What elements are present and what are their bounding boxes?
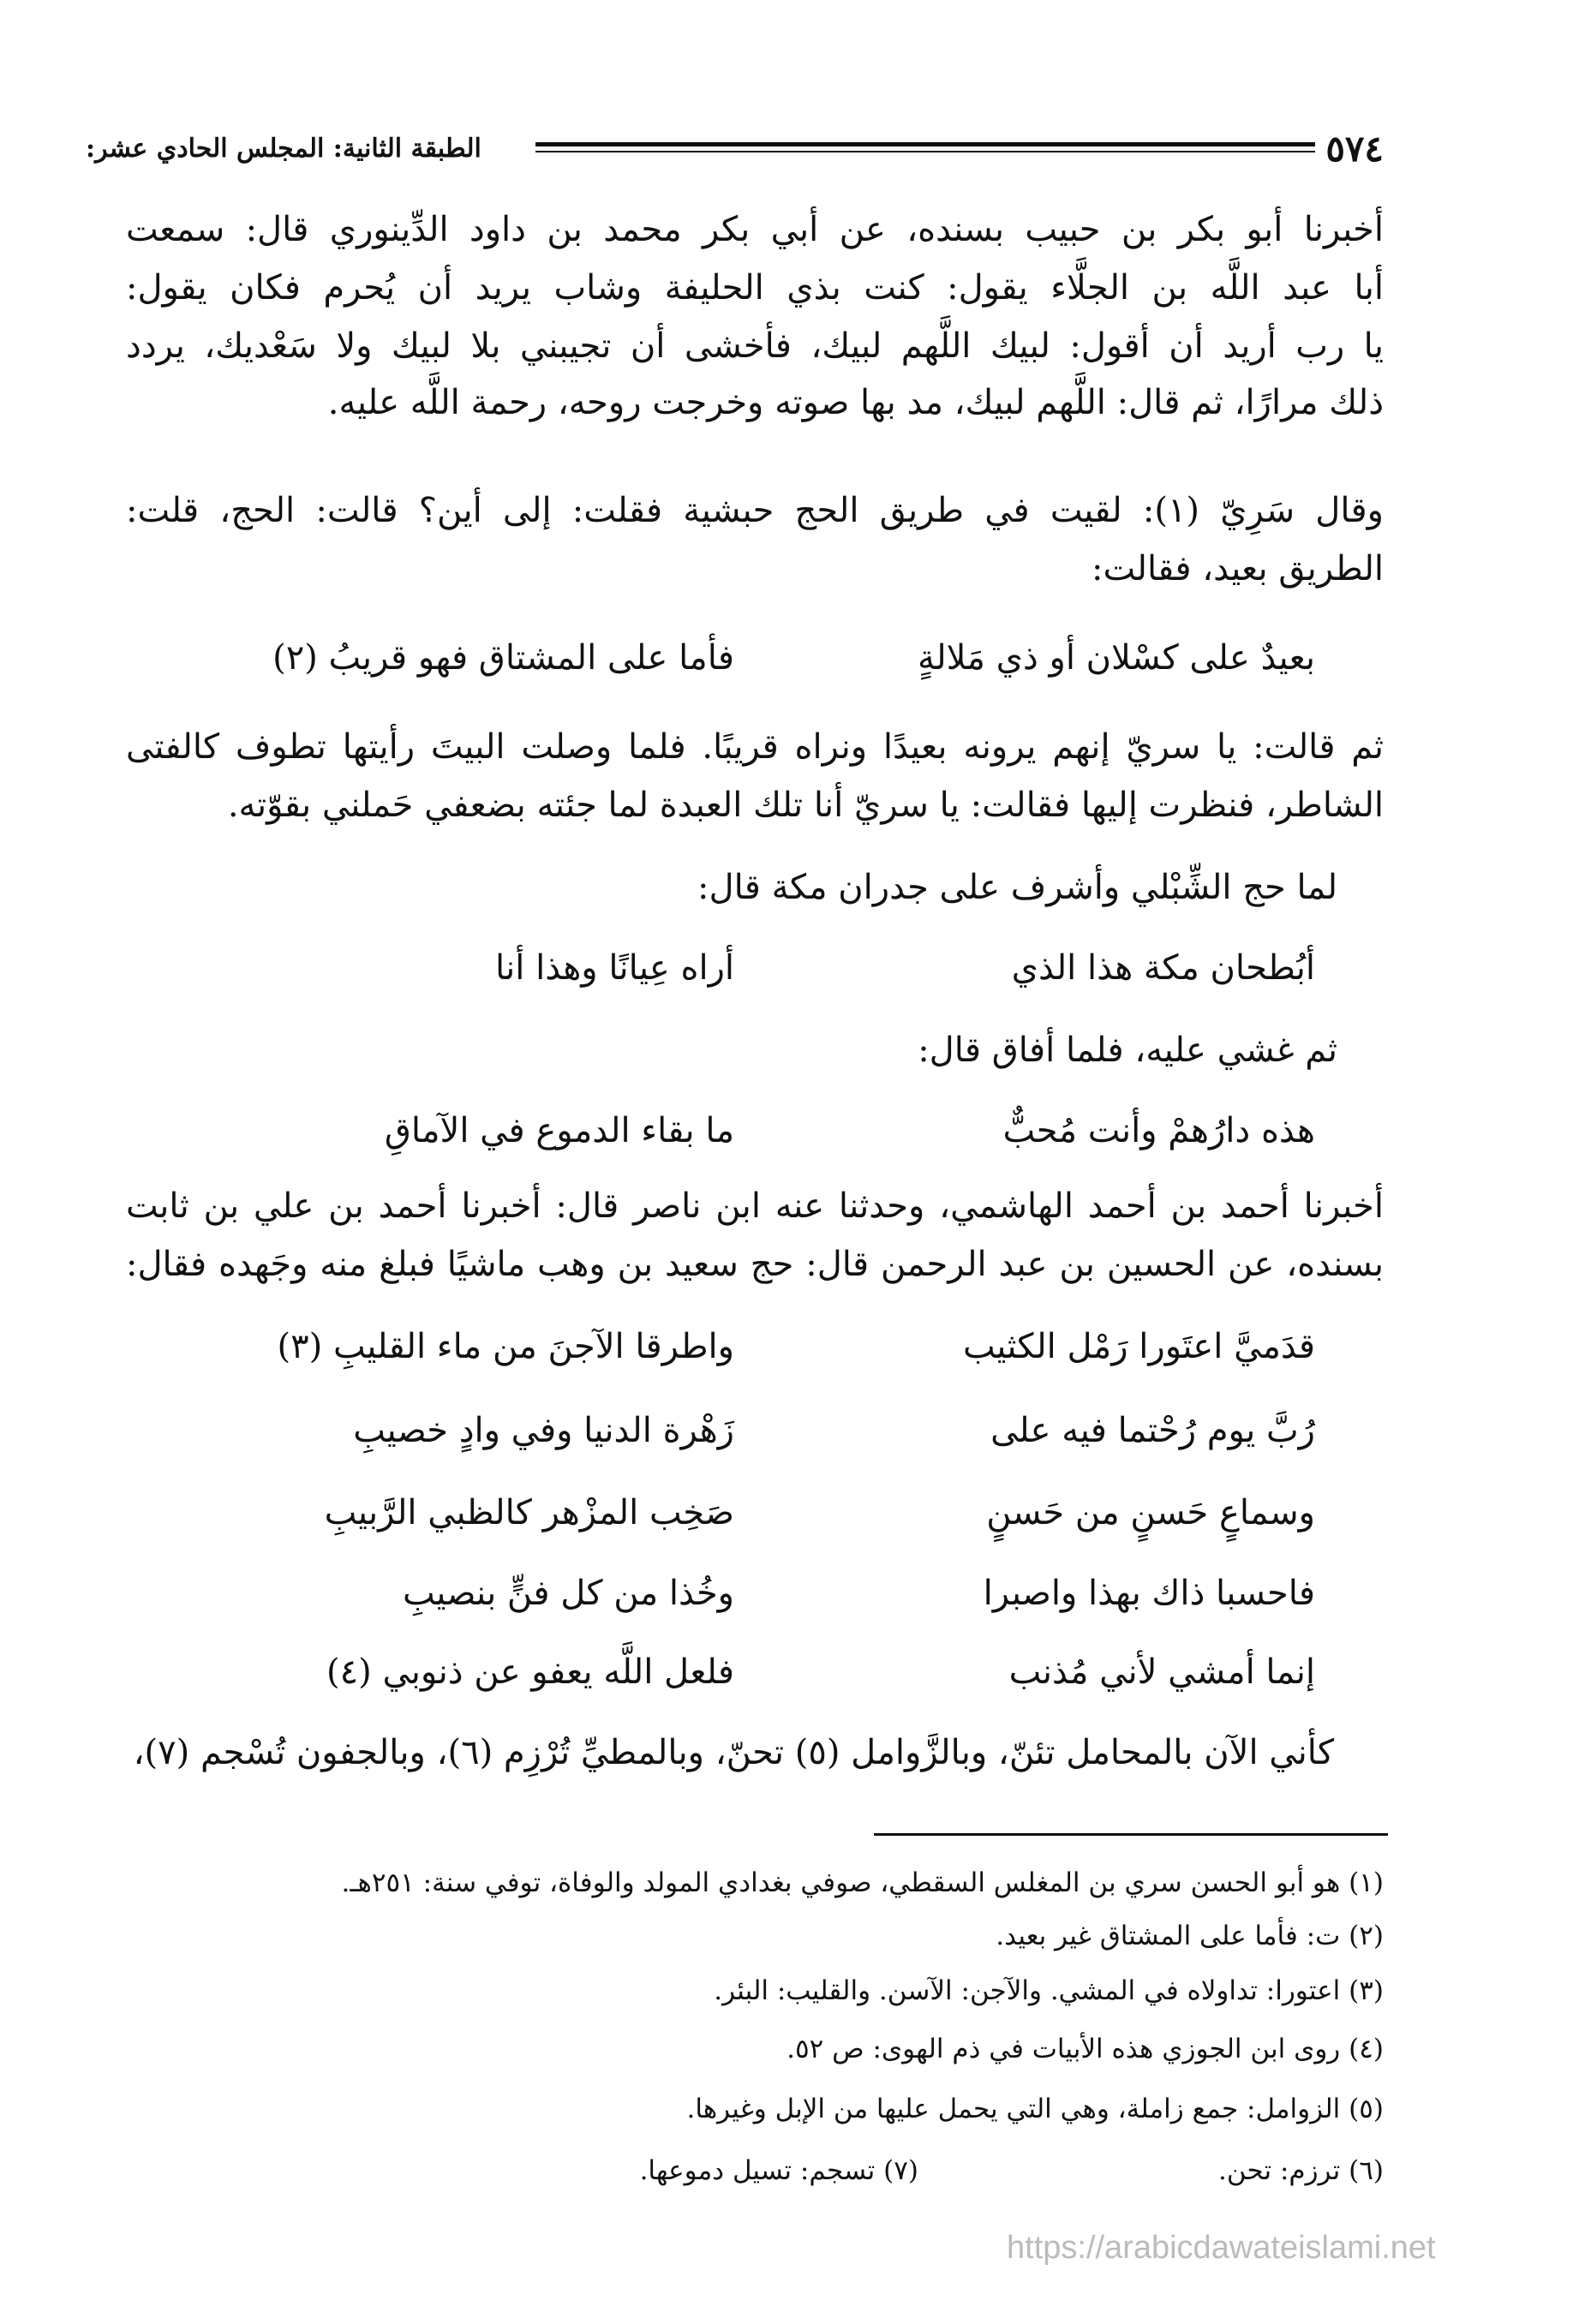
paragraph-line: لما حج الشِّبْلي وأشرف على جدران مكة قال:: [697, 868, 1337, 907]
verse-first-hemistich: هذه دارُهمْ وأنت مُحبٌّ: [1002, 1111, 1315, 1150]
poem-second-hemistich: زَهْرة الدنيا وفي وادٍ خصيبِ: [353, 1411, 734, 1450]
watermark-url: https://arabicdawateislami.net: [1007, 2230, 1436, 2266]
verse-second-hemistich: فأما على المشتاق فهو قريبُ (٢): [272, 638, 734, 678]
verse-first-hemistich: أبُطحان مكة هذا الذي: [1011, 948, 1315, 988]
paragraph-line: ذلك مرارًا، ثم قال: اللَّهم لبيك، مد بها صوته وخرجت روحه، رحمة اللَّه عليه.: [327, 383, 1384, 422]
poem-second-hemistich: فلعل اللَّه يعفو عن ذنوبي (٤): [326, 1652, 734, 1692]
paragraph-line: أخبرنا أحمد بن أحمد الهاشمي، وحدثنا عنه ابن ناصر قال: أخبرنا أحمد بن علي بن ثابت: [126, 1186, 1384, 1226]
verse-second-hemistich: ما بقاء الدموع في الآماقِ: [384, 1111, 734, 1150]
footnote: (٥) الزوامل: جمع زاملة، وهي التي يحمل عليها من الإبل وغيرها.: [686, 2094, 1384, 2124]
paragraph-line: الشاطر، فنظرت إليها فقالت: يا سريّ أنا تلك العبدة لما جئته بضعفي حَملني بقوّته.: [227, 786, 1384, 825]
poem-second-hemistich: وخُذا من كل فنٍّ بنصيبِ: [402, 1574, 734, 1613]
poem-first-hemistich: رُبَّ يوم رُحْتما فيه على: [990, 1411, 1315, 1450]
footnote-separator: [874, 1833, 1388, 1836]
footnote: (٤) روى ابن الجوزي هذه الأبيات في ذم الهوى: ص ٥٢.: [787, 2034, 1384, 2064]
poem-first-hemistich: فاحسبا ذاك بهذا واصبرا: [983, 1574, 1315, 1613]
poem-first-hemistich: إنما أمشي لأني مُذنب: [1008, 1652, 1315, 1692]
footnote: (٢) ت: فأما على المشتاق غير بعيد.: [996, 1921, 1384, 1951]
paragraph-line: بسنده، عن الحسين بن عبد الرحمن قال: حج سعيد بن وهب ماشيًا فبلغ منه وجَهده فقال:: [126, 1245, 1384, 1284]
paragraph-line: الطريق بعيد، فقالت:: [1092, 549, 1384, 588]
running-title: الطبقة الثانية: المجلس الحادي عشر:: [86, 134, 481, 164]
verse-first-hemistich: بعيدٌ على كسْلان أو ذي مَلالةٍ: [918, 638, 1315, 678]
footnote: (١) هو أبو الحسن سري بن المغلس السقطي، صوفي بغدادي المولد والوفاة، توفي سنة: ٢٥١هـ.: [341, 1867, 1384, 1898]
paragraph-line: أبا عبد اللَّه بن الجلَّاء يقول: كنت بذي الحليفة وشاب يريد أن يُحرم فكان يقول:: [126, 268, 1384, 308]
header-rule-thin: [535, 151, 1315, 152]
footnote: (٧) تسجم: تسيل دموعها.: [639, 2155, 918, 2186]
poem-second-hemistich: صَخِب المزْهر كالظبي الرَّبيبِ: [324, 1493, 734, 1532]
footnote: (٦) ترزم: تحن.: [1218, 2155, 1384, 2186]
verse-second-hemistich: أراه عِيانًا وهذا أنا: [494, 948, 734, 988]
paragraph-line: كأني الآن بالمحامل تئنّ، وبالزَّوامل (٥) تحنّ، وبالمطيِّ تُرْزِم (٦)، وبالجفون تُسْجم (٧)،: [133, 1733, 1334, 1772]
paragraph-line: ثم غشي عليه، فلما أفاق قال:: [918, 1031, 1337, 1070]
paragraph-line: يا رب أريد أن أقول: لبيك اللَّهم لبيك، فأخشى أن تجيبني بلا لبيك ولا سَعْديك، يردد: [126, 326, 1384, 366]
paragraph-line: وقال سَرِيّ (١): لقيت في طريق الحج حبشية فقلت: إلى أين؟ قالت: الحج، قلت:: [126, 491, 1384, 530]
page-number: ٥٧٤: [1325, 128, 1384, 170]
paragraph-line: أخبرنا أبو بكر بن حبيب بسنده، عن أبي بكر محمد بن داود الدِّينوري قال: سمعت: [126, 210, 1384, 249]
header-rule: [535, 142, 1315, 146]
page-header: [86, 127, 1384, 171]
poem-first-hemistich: قدَميَّ اعتَورا رَمْل الكثيب: [962, 1327, 1315, 1366]
paragraph-line: ثم قالت: يا سريّ إنهم يرونه بعيدًا ونراه قريبًا. فلما وصلت البيتَ رأيتها تطوف كالفتى: [126, 727, 1384, 767]
footnote: (٣) اعتورا: تداولاه في المشي. والآجن: الآسن. والقليب: البئر.: [714, 1975, 1384, 2006]
poem-second-hemistich: واطرقا الآجنَ من ماء القليبِ (٣): [277, 1327, 734, 1366]
poem-first-hemistich: وسماعٍ حَسنٍ من حَسنٍ: [986, 1493, 1315, 1532]
